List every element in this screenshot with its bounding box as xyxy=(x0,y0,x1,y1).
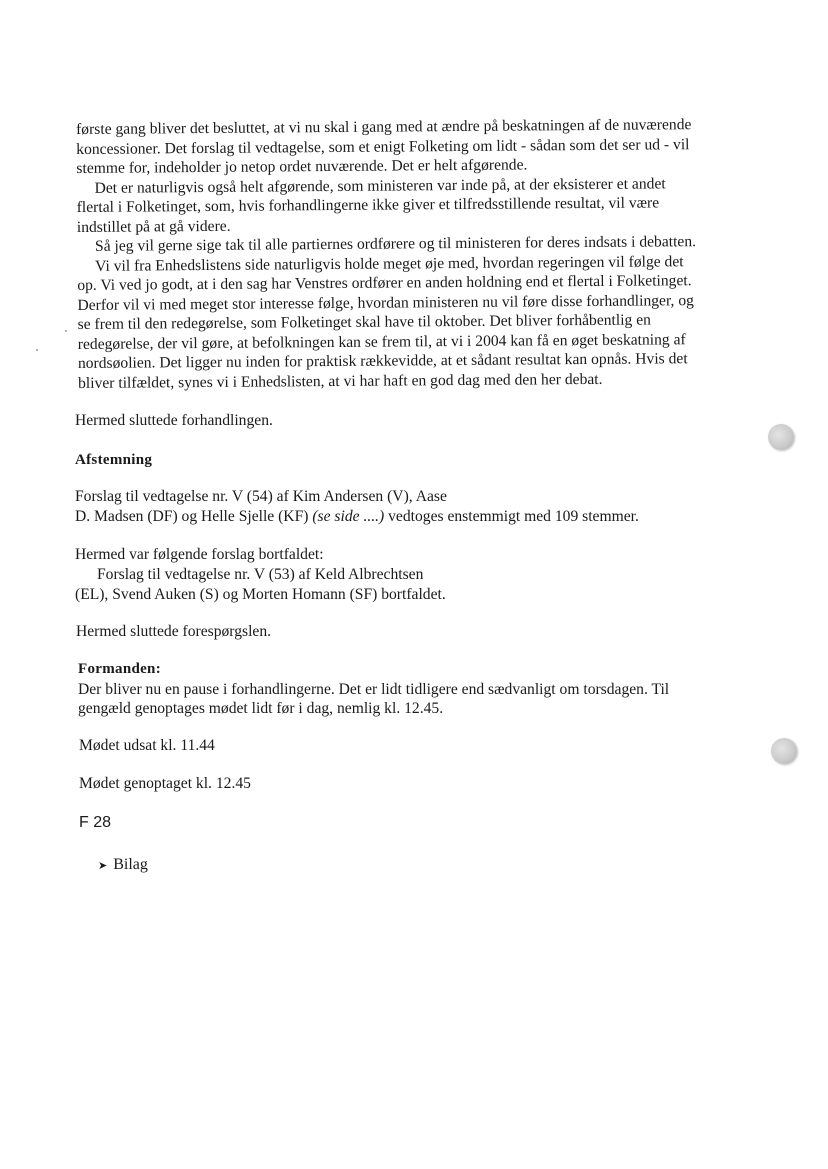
text-line: nordsøolien. Det ligger nu inden for praktisk rækkevidde, at et sådant resultat kan opnås. Hvis det xyxy=(77,350,688,372)
proposal-line xyxy=(75,507,765,527)
scan-speck xyxy=(36,349,38,351)
text-line: Det er naturligvis også helt afgørende, som ministeren var inde på, at der eksisterer et andet xyxy=(94,174,666,197)
punch-hole-icon xyxy=(768,424,794,450)
closing-debate xyxy=(75,411,765,431)
arrow-bullet-icon: ➤ xyxy=(98,860,108,872)
meeting-adjourned xyxy=(79,736,769,756)
lapsed-line: (EL), Svend Auken (S) og Morten Homann (SF) bortfaldet. xyxy=(75,586,446,603)
meeting-resumed xyxy=(79,774,769,794)
section-code xyxy=(79,813,769,833)
text-line: se frem til den redegørelse, som Folketinget skal have til oktober. Det bliver forhåbentlig en xyxy=(77,311,652,333)
text-line: Derfor vil vi med meget stor interesse følge, hvordan ministeren nu vil føre disse forhandlinger, og xyxy=(77,291,694,314)
text-line: Så jeg vil gerne sige tak til alle partiernes ordførere og til ministeren for deres indsats i debatten. xyxy=(94,233,697,255)
chair-line: gengæld genoptages mødet lidt før i dag, nemlig kl. 12.45. xyxy=(78,700,444,717)
punch-hole-icon xyxy=(771,738,797,764)
text-line: Vi vil fra Enhedslistens side naturligvis holde meget øje med, hvordan regeringen vil følge det xyxy=(95,252,684,275)
adjourned-text: Mødet udsat kl. 11.44 xyxy=(79,737,215,754)
attachment-link[interactable] xyxy=(98,855,788,877)
vote-heading-text: Afstemning xyxy=(75,452,153,468)
scan-speck xyxy=(65,330,67,332)
closing-inquiry-text: Hermed sluttede forespørgslen. xyxy=(76,623,272,640)
proposal-result: vedtoges enstemmigt med 109 stemmer. xyxy=(384,508,639,525)
chair-line: Der bliver nu en pause i forhandlingerne. Det er lidt tidligere end sædvanligt om torsdagen. Til xyxy=(78,680,670,698)
closing-inquiry xyxy=(76,622,766,642)
text-line: koncessioner. Det forslag til vedtagelse, som et enigt Folketing om lidt - sådan som det ser ud - vil xyxy=(76,135,690,158)
resumed-text: Mødet genoptaget kl. 12.45 xyxy=(79,775,251,792)
vote-heading xyxy=(75,451,765,471)
closing-debate-text: Hermed sluttede forhandlingen. xyxy=(75,412,273,429)
lapsed-proposal xyxy=(75,545,765,605)
lapsed-intro: Hermed var følgende forslag bortfaldet: xyxy=(75,546,324,563)
proposal-adopted xyxy=(75,487,765,527)
chair-statement xyxy=(78,660,768,719)
text-line: stemme for, indeholder jo netop ordet nuværende. Det er helt afgørende. xyxy=(76,156,528,177)
section-code-text: F 28 xyxy=(79,814,112,831)
chair-heading: Formanden: xyxy=(78,661,161,677)
attachment-label: Bilag xyxy=(113,856,148,873)
intro-text xyxy=(76,115,768,393)
text-line: op. Vi ved jo godt, at i den sag har Venstres ordfører en anden holdning end et flertal i Folketinget. xyxy=(77,272,692,294)
text-line: indstillet på at gå videre. xyxy=(76,217,231,236)
text-line: redegørelse, der vil gøre, at befolkningen kan se frem til, at vi i 2004 kan få en øget beskatning af xyxy=(77,330,686,353)
text-line: bliver tilfældet, synes vi i Enhedslisten, at vi har haft en god dag med den her debat. xyxy=(77,370,603,392)
proposal-text: D. Madsen (DF) og Helle Sjelle (KF) xyxy=(75,508,313,525)
text-line: første gang bliver det besluttet, at vi nu skal i gang med at ændre på beskatningen af de nuværende xyxy=(76,116,692,138)
lapsed-line: Forslag til vedtagelse nr. V (53) af Keld Albrechtsen xyxy=(97,566,424,583)
page-reference: (se side ....) xyxy=(312,508,385,525)
proposal-line: Forslag til vedtagelse nr. V (54) af Kim Andersen (V), Aase xyxy=(75,488,447,505)
text-line: flertal i Folketinget, som, hvis forhandlingerne ikke giver et tilfredsstillende resultat, vil være xyxy=(76,194,660,216)
